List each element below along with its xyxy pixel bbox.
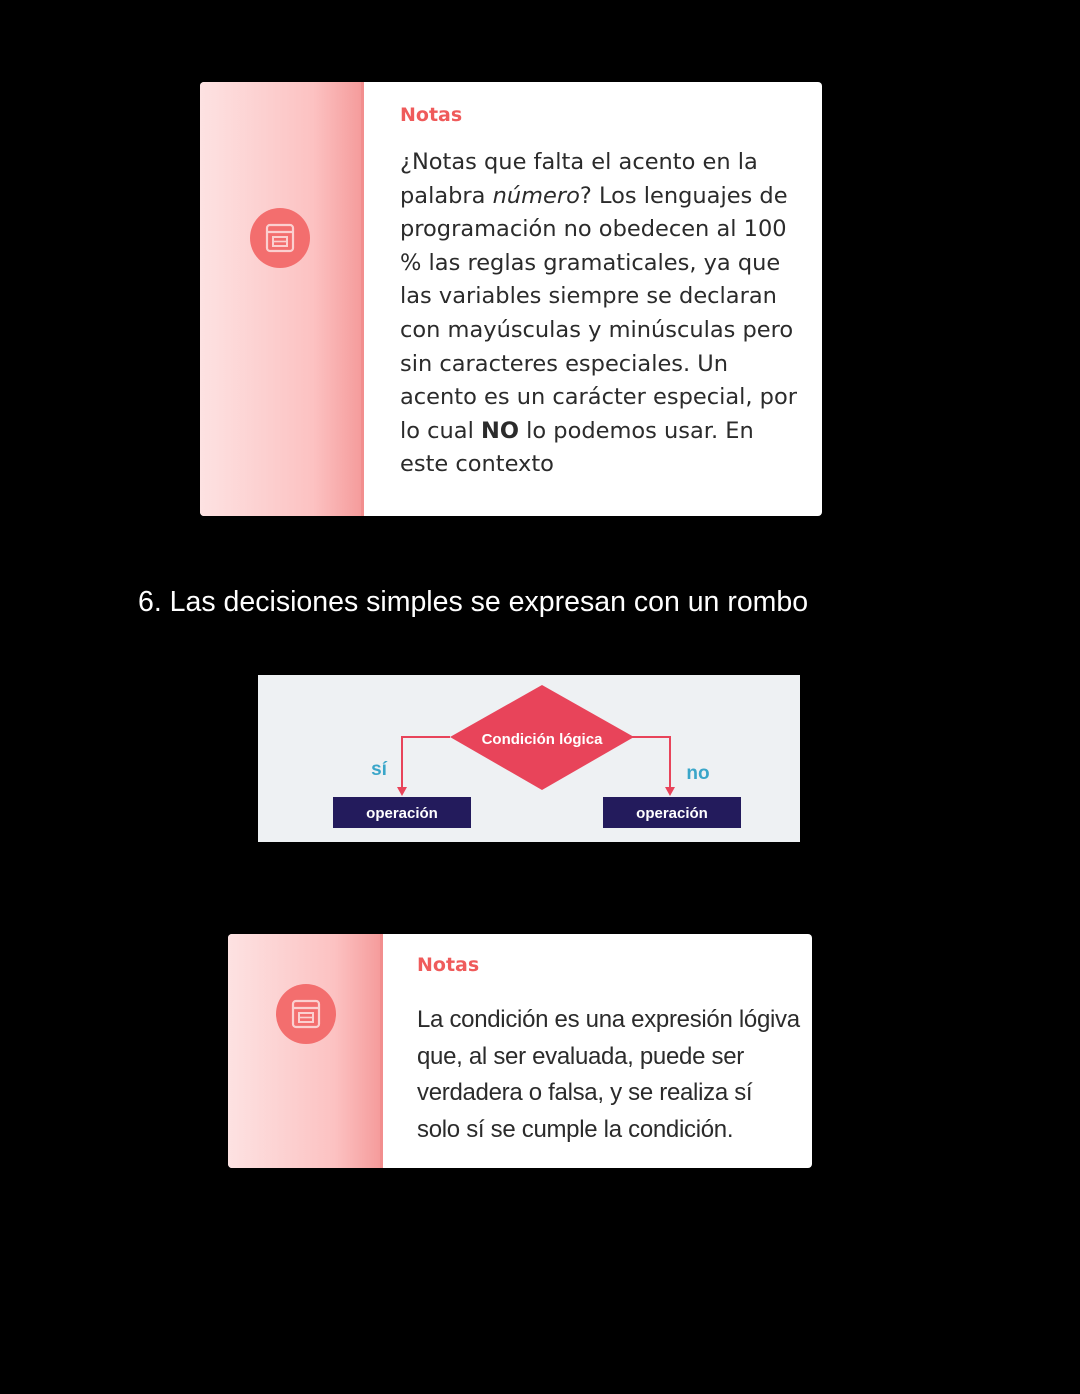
note-card-side-panel (200, 82, 364, 516)
note-card-2 (228, 934, 812, 1168)
note-text: La condición es una expresión lógiva que, al ser evaluada, puede ser verdadera o falsa, y se realiza sí solo sí se cumple la condición. (417, 1006, 800, 1143)
note-text (400, 146, 806, 482)
note-text-part: ? Los lenguajes de programación no obedecen al 100 % las reglas gramaticales, ya que las variables siempre se declaran con mayúsculas y minúsculas pero sin caracteres especiales. Un acento es un carácter especial, por lo cual (400, 182, 797, 444)
note-heading: Notas (417, 954, 480, 976)
note-text-part: lo podemos usar. En este contexto (400, 417, 754, 478)
right-operation-label: operación (636, 805, 708, 822)
left-operation-label: operación (366, 805, 438, 822)
note-text-bold: NO (481, 417, 519, 444)
notes-icon (250, 208, 310, 268)
note-card-body (364, 82, 822, 516)
note-heading: Notas (400, 104, 463, 126)
condition-label: Condición lógica (481, 731, 603, 748)
note-text-part: ¿Notas que falta el acento en la palabra (400, 149, 758, 209)
note-card-body (383, 934, 812, 1168)
decision-diagram (258, 675, 800, 842)
note-card-1 (200, 82, 822, 516)
note-card-side-panel (228, 934, 383, 1168)
section-title: 6. Las decisiones simples se expresan con un rombo (138, 586, 809, 618)
notes-icon (276, 984, 336, 1044)
no-label: no (686, 763, 710, 784)
note-text-italic: número (492, 182, 580, 209)
yes-label: sí (371, 759, 387, 780)
